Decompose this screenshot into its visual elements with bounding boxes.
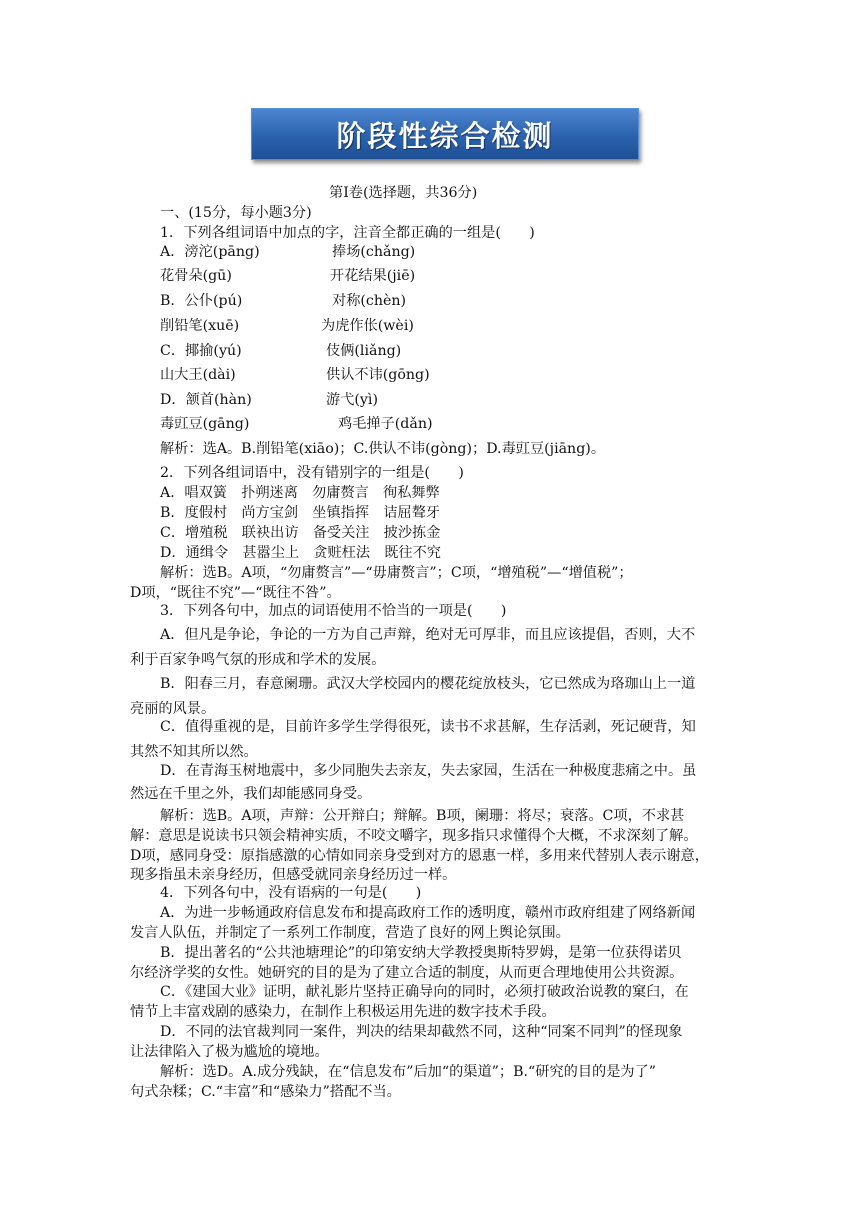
q2-option-b: B．度假村 尚方宝剑 坐镇指挥 诘屈聱牙 bbox=[160, 505, 440, 521]
q1-option-c4: 供认不讳(gōng) bbox=[326, 367, 430, 383]
q4-option-a-line2: 发言人队伍，并制定了一系列工作制度，营造了良好的网上舆论氛围。 bbox=[130, 925, 570, 941]
q2-option-d: D．通缉令 甚嚣尘上 贪赃枉法 既往不究 bbox=[160, 545, 441, 561]
q3-stem: 3．下列各句中，加点的词语使用不恰当的一项是( ) bbox=[160, 603, 507, 619]
q1-option-d1: D．颔首(hàn) bbox=[160, 392, 252, 408]
q4-option-a-line1: A．为进一步畅通政府信息发布和提高政府工作的透明度，赣州市政府组建了网络新闻 bbox=[160, 905, 696, 921]
q4-analysis-line1: 解析：选D。A.成分残缺，在“信息发布”后加“的渠道”；B.“研究的目的是为了” bbox=[160, 1064, 657, 1080]
q4-option-d-line1: D．不同的法官裁判同一案件，判决的结果却截然不同，这种“同案不同判”的怪现象 bbox=[160, 1024, 683, 1040]
q1-option-a4: 开花结果(jiē) bbox=[330, 268, 416, 284]
q1-option-b1: B．公仆(pú) bbox=[160, 293, 243, 309]
q1-option-c2: 伎俩(liǎng) bbox=[326, 343, 402, 359]
q3-option-c-line1: C．值得重视的是，目前许多学生学得很死，读书不求甚解，生存活剥，死记硬背，知 bbox=[160, 719, 696, 735]
q3-option-d-line1: D．在青海玉树地震中，多少同胞失去亲友，失去家园，生活在一种极度悲痛之中。虽 bbox=[160, 763, 697, 779]
q1-option-c3: 山大王(dài) bbox=[160, 367, 236, 383]
q3-analysis-line3: D项，感同身受：原指感激的心情如同亲身受到对方的恩惠一样，多用来代替别人表示谢意， bbox=[130, 848, 709, 864]
q1-option-a1: A．滂沱(pāng) bbox=[160, 244, 260, 260]
q4-option-b-line1: B．提出著名的“公共池塘理论”的印第安纳大学教授奥斯特罗姆，是第一位获得诺贝 bbox=[160, 945, 682, 961]
q3-analysis-line1: 解析：选B。A项，声辩：公开辩白；辩解。B项，阑珊：将尽；衰落。C项，不求甚 bbox=[160, 808, 685, 824]
q2-option-c: C．增殖税 联袂出访 备受关注 披沙拣金 bbox=[160, 525, 441, 541]
q1-option-b4: 为虎作伥(wèi) bbox=[321, 318, 414, 334]
q1-option-b3: 削铅笔(xuē) bbox=[160, 318, 240, 334]
part1-header: 一、(15分，每小题3分) bbox=[160, 205, 312, 221]
q3-option-a-line1: A．但凡是争论，争论的一方为自己声辩，绝对无可厚非，而且应该提倡，否则，大不 bbox=[160, 627, 696, 643]
q2-analysis-line2: D项，“既往不究”—“既往不咎”。 bbox=[130, 585, 341, 601]
q3-option-a-line2: 利于百家争鸣气氛的形成和学术的发展。 bbox=[130, 652, 386, 668]
q3-analysis-line4: 现多指虽未亲身经历，但感受就同亲身经历过一样。 bbox=[130, 867, 457, 883]
q4-stem: 4．下列各句中，没有语病的一句是( ) bbox=[160, 885, 422, 901]
q1-option-b2: 对称(chèn) bbox=[332, 293, 407, 309]
q1-option-d2: 游弋(yì) bbox=[326, 392, 378, 408]
q1-option-c1: C．揶揄(yú) bbox=[160, 343, 242, 359]
q1-option-d3: 毒豇豆(gāng) bbox=[160, 416, 250, 432]
q1-option-a3: 花骨朵(gū) bbox=[160, 268, 232, 284]
q3-option-b-line2: 亮丽的风景。 bbox=[130, 701, 216, 717]
banner-title: 阶段性综合检测 bbox=[336, 118, 554, 153]
q1-analysis: 解析：选A。B.削铅笔(xiāo)；C.供认不讳(gòng)；D.毒豇豆(jiāng)。 bbox=[160, 441, 606, 457]
q3-analysis-line2: 解：意思是说读书只领会精神实质，不咬文嚼字，现多指只求懂得个大概，不求深刻了解。 bbox=[130, 828, 698, 844]
section-title: 第Ⅰ卷(选择题，共36分) bbox=[329, 185, 478, 201]
q4-option-c-line1: C．《建国大业》证明，献礼影片坚持正确导向的同时，必须打破政治说教的窠臼，在 bbox=[160, 984, 689, 1000]
title-banner bbox=[251, 108, 639, 160]
q4-option-d-line2: 让法律陷入了极为尴尬的境地。 bbox=[130, 1044, 329, 1060]
q1-stem: 1．下列各组词语中加点的字，注音全都正确的一组是( ) bbox=[160, 225, 535, 241]
q4-option-b-line2: 尔经济学奖的女性。她研究的目的是为了建立合适的制度，从而更合理地使用公共资源。 bbox=[130, 965, 684, 981]
q4-option-c-line2: 情节上丰富戏剧的感染力，在制作上积极运用先进的数字技术手段。 bbox=[130, 1004, 556, 1020]
q3-option-d-line2: 然远在千里之外，我们却能感同身受。 bbox=[130, 786, 372, 802]
q1-option-a2: 捧场(chǎng) bbox=[332, 244, 416, 260]
q4-analysis-line2: 句式杂糅；C.“丰富”和“感染力”搭配不当。 bbox=[130, 1084, 401, 1100]
q2-option-a: A．唱双簧 扑朔迷离 勿庸赘言 徇私舞弊 bbox=[160, 485, 440, 501]
q1-option-d4: 鸡毛掸子(dǎn) bbox=[338, 416, 433, 432]
q3-option-c-line2: 其然不知其所以然。 bbox=[130, 744, 258, 760]
q3-option-b-line1: B．阳春三月，春意阑珊。武汉大学校园内的樱花绽放枝头，它已然成为珞珈山上一道 bbox=[160, 676, 696, 692]
q2-analysis-line1: 解析：选B。A项，“勿庸赘言”—“毋庸赘言”；C项，“增殖税”—“增值税”； bbox=[160, 565, 633, 581]
q2-stem: 2．下列各组词语中，没有错别字的一组是( ) bbox=[160, 465, 464, 481]
